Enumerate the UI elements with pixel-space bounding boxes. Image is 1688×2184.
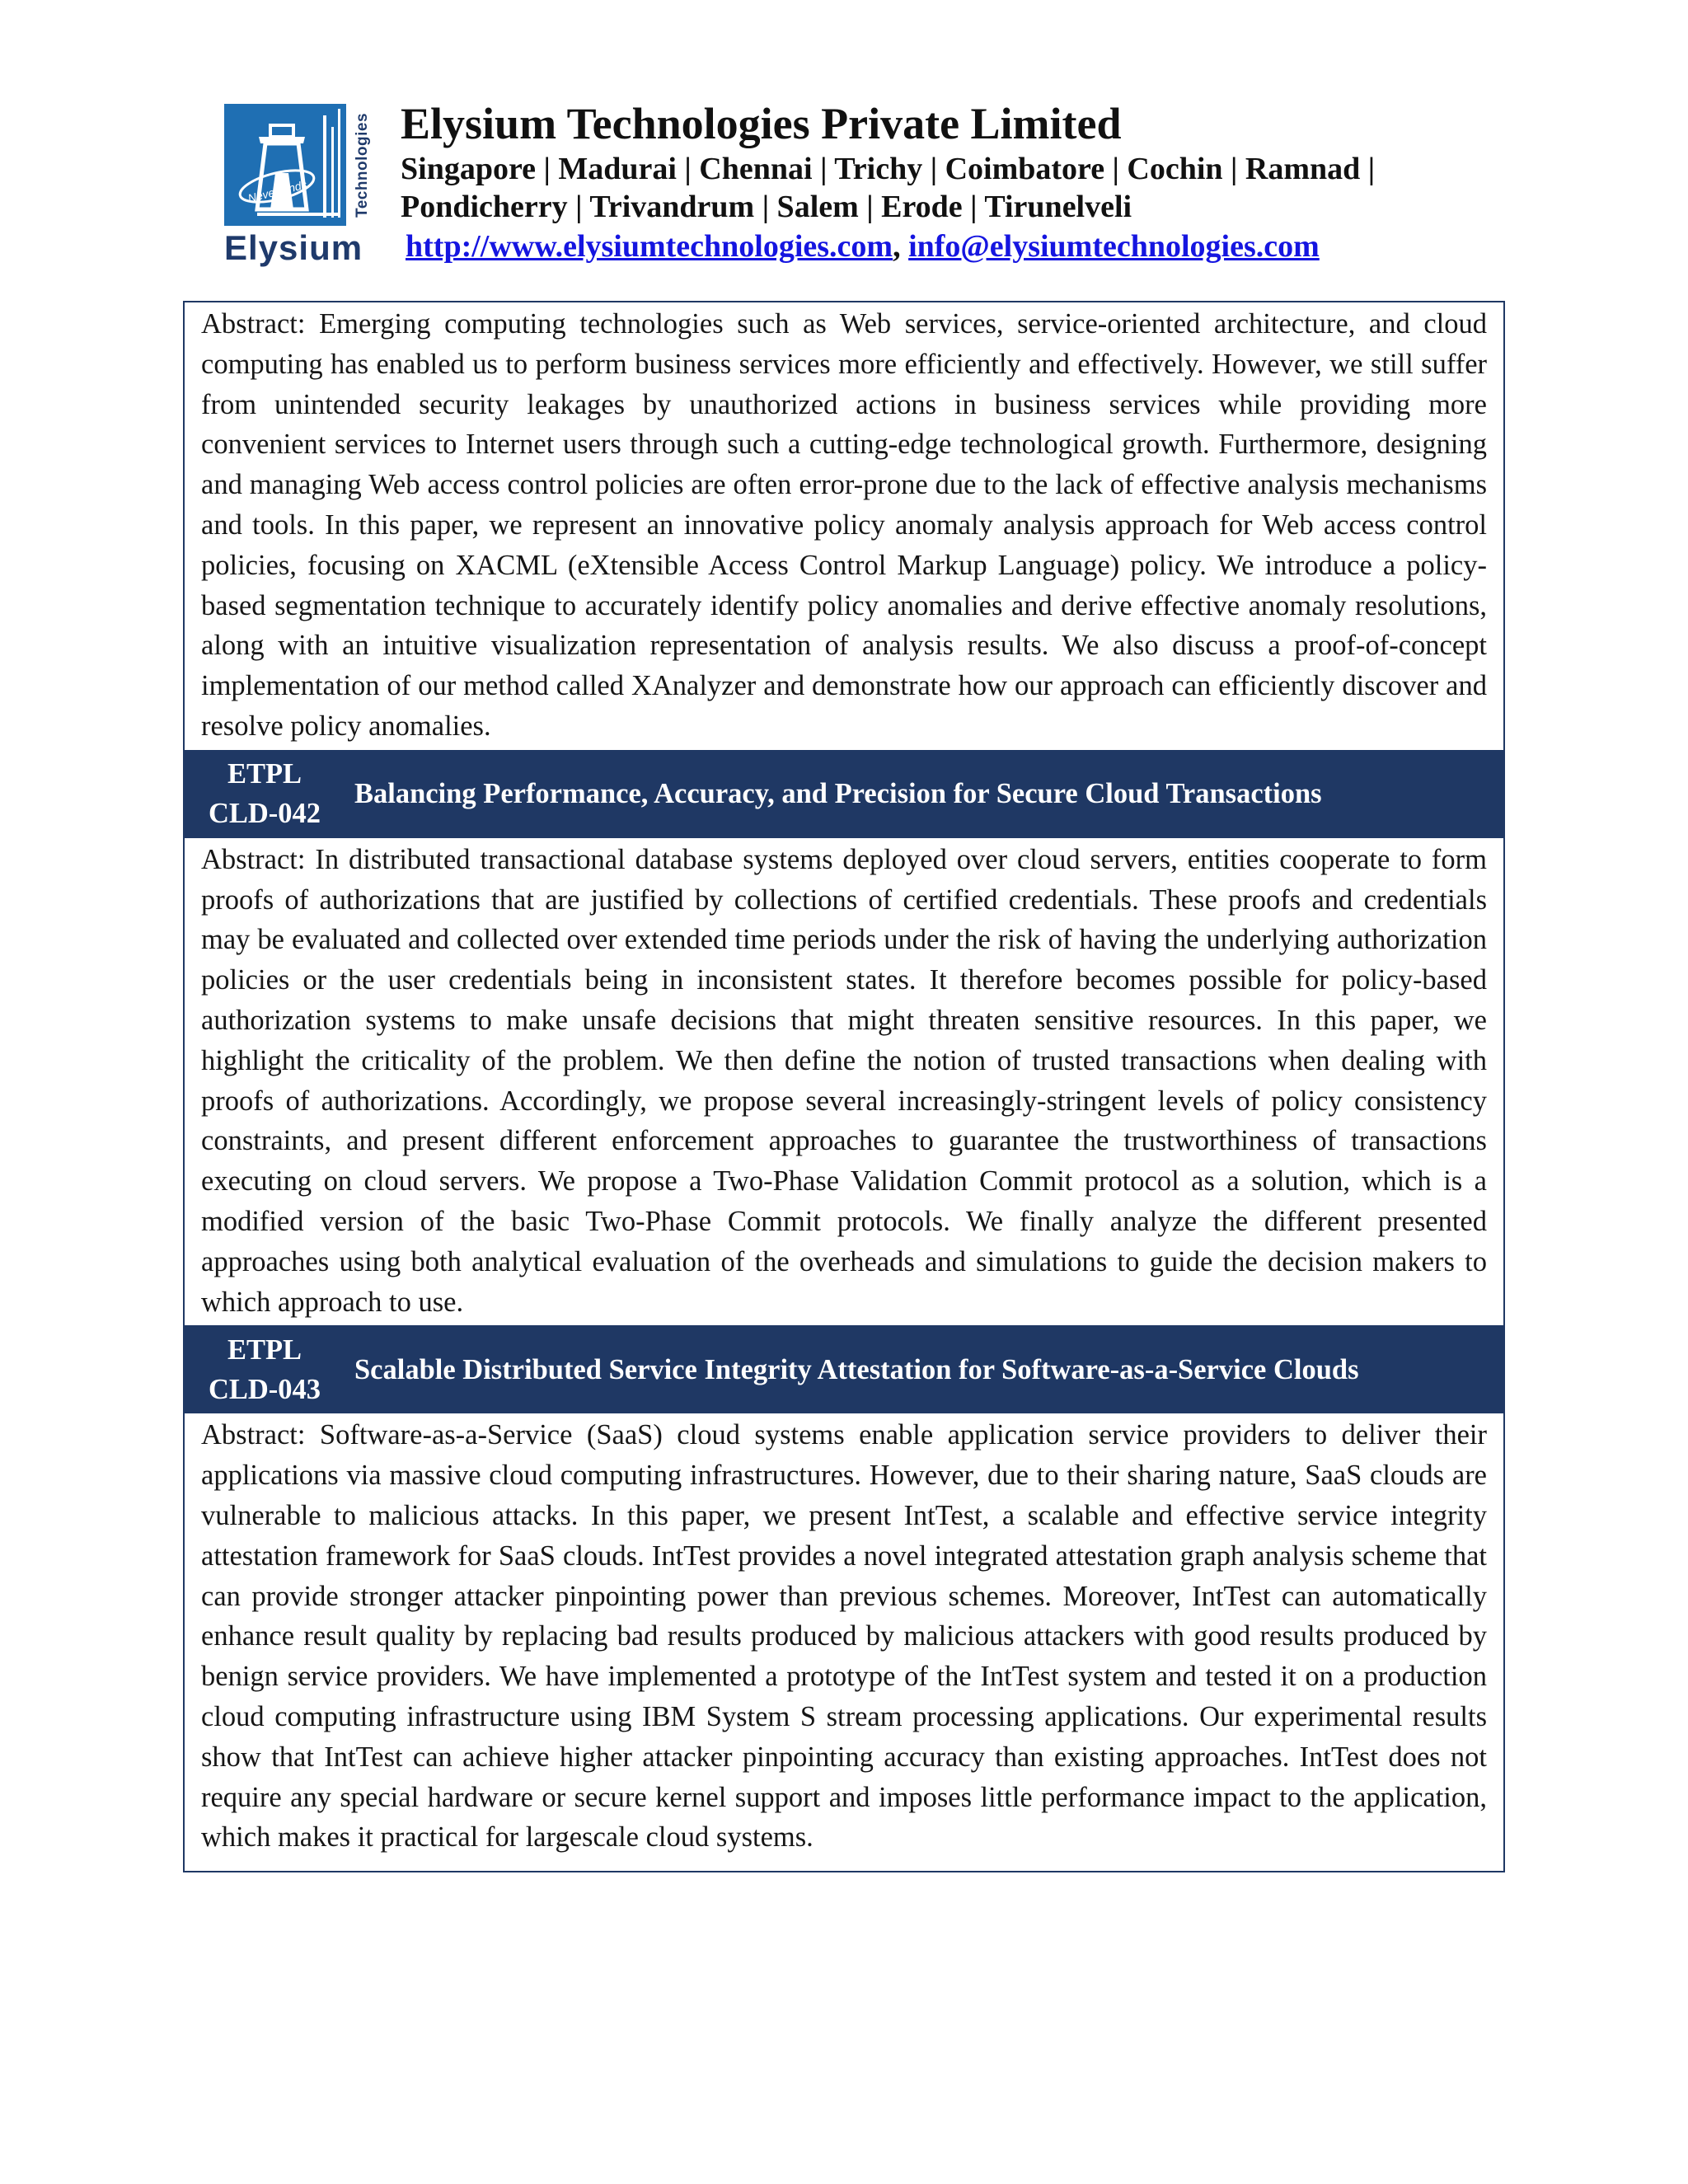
contact-line [406, 227, 1320, 265]
tower-icon [224, 104, 346, 226]
papers-table [183, 301, 1505, 1872]
email-link[interactable]: info@elysiumtechnologies.com [908, 229, 1320, 264]
logo-emblem [224, 104, 346, 226]
paper-abstract: Abstract: Software-as-a-Service (SaaS) cloud systems enable application service providers to deliver their applications via massive cloud computing infrastructures. However, due to their sharing nature, SaaS clouds are vulnerable to malicious attacks. In this paper, we present IntTest, a scalable and effective service integrity attestation framework for SaaS clouds. IntTest provides a novel integrated attestation graph analysis scheme that can provide stronger attacker pinpointing power than previous schemes. Moreover, IntTest can automatically enhance result quality by replacing bad results produced by malicious attackers with good results produced by benign service providers. We have implemented a prototype of the IntTest system and tested it on a production cloud computing infrastructure using IBM System S stream processing applications. Our experimental results show that IntTest can achieve higher attacker pinpointing accuracy than existing approaches. IntTest does not require any special hardware or secure kernel support and imposes little performance impact to the application, which makes it practical for largescale cloud systems. [201, 1419, 1487, 1854]
logo-tagline: Never Ends [246, 177, 309, 205]
logo-wordmark: Elysium [224, 228, 363, 267]
paper-code-number: CLD-043 [208, 1373, 321, 1405]
paper-abstract: Abstract: In distributed transactional database systems deployed over cloud servers, entities cooperate to form proofs of authorizations that are justified by collections of certified credentials. These proofs and credentials may be evaluated and collected over extended time periods under the risk of having the underlying authorization policies or the user credentials being in inconsistent states. It therefore becomes possible for policy-based authorization systems to make unsafe decisions that might threaten sensitive resources. In this paper, we highlight the criticality of the problem. We then define the notion of trusted transactions when dealing with proofs of authorizations. Accordingly, we propose several increasingly-stringent levels of policy consistency constraints, and present different enforcement approaches to guarantee the trustworthiness of transactions executing on cloud servers. We propose a Two-Phase Validation Commit protocol as a solution, which is a modified version of the basic Two-Phase Commit protocols. We finally analyze the different presented approaches using both analytical evaluation of the overheads and simulations to guide the decision makers to which approach to use. [201, 843, 1487, 1318]
paper-code [185, 1330, 345, 1409]
office-locations: Singapore | Madurai | Chennai | Trichy | Coimbatore | Cochin | Ramnad | Pondicherry | Trivandrum | Salem | Erode | Tirunelveli [401, 152, 1376, 224]
contact-separator: , [893, 229, 901, 264]
company-name: Elysium Technologies Private Limited [401, 99, 1122, 148]
paper-title: Balancing Performance, Accuracy, and Precision for Secure Cloud Transactions [354, 778, 1322, 810]
company-logo [224, 104, 376, 267]
paper-title-bar [185, 750, 1503, 838]
logo-vertical-text: Technologies [354, 112, 371, 218]
paper-abstract: Abstract: Emerging computing technologies such as Web services, service-oriented architecture, and cloud computing has enabled us to perform business services more efficiently and effectively. However, we still suffer from unintended security leakages by unauthorized actions in business services while providing more convenient services to Internet users through such a cutting-edge technological growth. Furthermore, designing and managing Web access control policies are often error-prone due to the lack of effective analysis mechanisms and tools. In this paper, we represent an innovative policy anomaly analysis approach for Web access control policies, focusing on XACML (eXtensible Access Control Markup Language) policy. We introduce a policy-based segmentation technique to accurately identify policy anomalies and derive effective anomaly resolutions, along with an intuitive visualization representation of analysis results. We also discuss a proof-of-concept implementation of our method called XAnalyzer and demonstrate how our approach can efficiently discover and resolve policy anomalies. [201, 308, 1487, 742]
website-link[interactable]: http://www.elysiumtechnologies.com [406, 229, 893, 264]
paper-code [185, 754, 345, 833]
paper-code-number: CLD-042 [208, 798, 321, 830]
paper-title-bar [185, 1325, 1503, 1413]
paper-code-prefix: ETPL [227, 758, 302, 790]
paper-title: Scalable Distributed Service Integrity Attestation for Software-as-a-Service Clouds [354, 1353, 1359, 1385]
paper-code-prefix: ETPL [227, 1333, 302, 1366]
